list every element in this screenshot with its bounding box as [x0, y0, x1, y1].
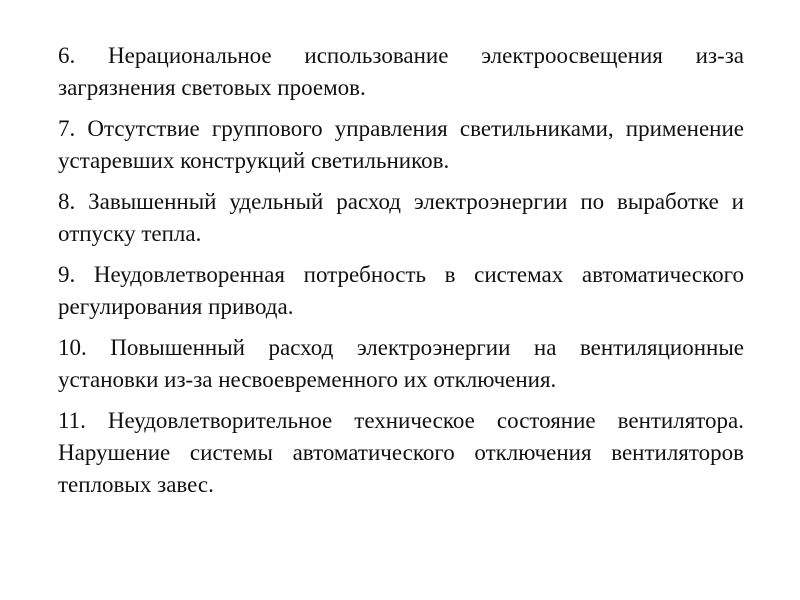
list-item-7: 7. Отсутствие группового управления светильниками, применение устаревших конструкций светильников.: [58, 116, 744, 173]
list-item-11: 11. Неудовлетворительное техническое состояние вентилятора. Нарушение системы автоматического отключения вентиляторов тепловых завес.: [58, 408, 744, 497]
list-item-8: 8. Завышенный удельный расход электроэнергии по выработке и отпуску тепла.: [58, 189, 744, 246]
list-item-6: 6. Нерациональное использование электроосвещения из-за загрязнения световых проемов.: [58, 43, 744, 100]
slide-body: [58, 40, 744, 510]
list-item-10: 10. Повышенный расход электроэнергии на вентиляционные установки из-за несвоевременного их отключения.: [58, 335, 744, 392]
list-item-9: 9. Неудовлетворенная потребность в системах автоматического регулирования привода.: [58, 262, 744, 319]
